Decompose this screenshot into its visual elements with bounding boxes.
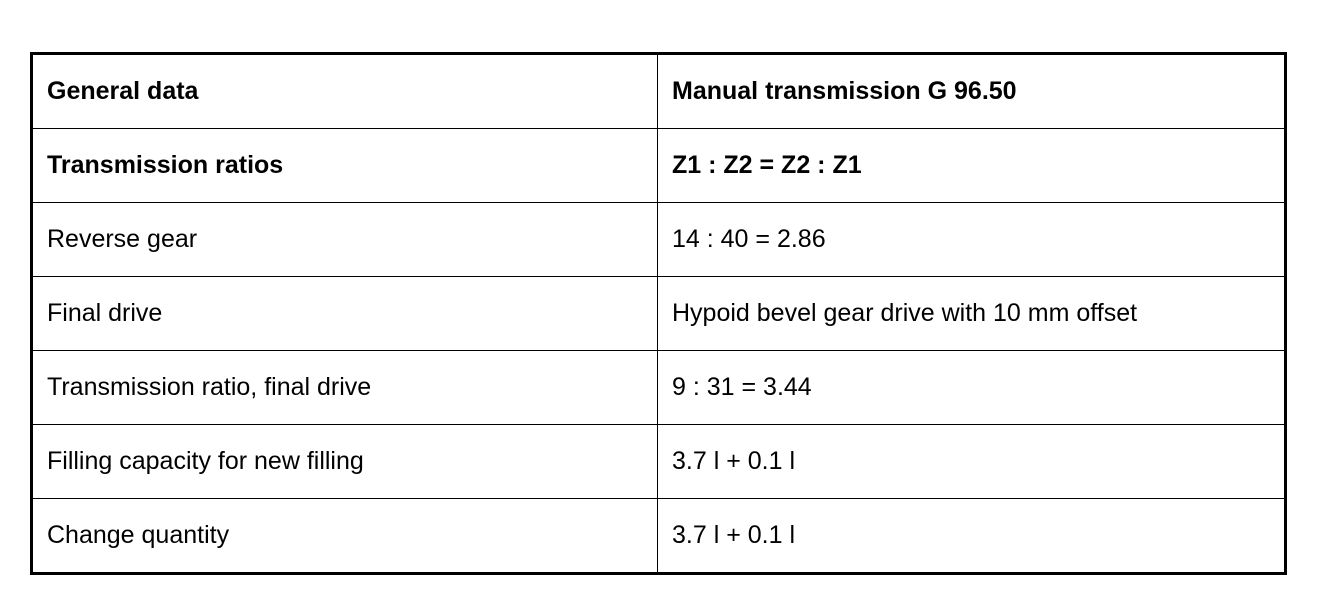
row-label: Reverse gear [32, 203, 658, 277]
transmission-spec-table [30, 52, 1287, 575]
row-value: 3.7 l + 0.1 l [658, 499, 1286, 574]
table-row-change-quantity [32, 499, 1286, 574]
row-value: 14 : 40 = 2.86 [658, 203, 1286, 277]
row-label: General data [32, 54, 658, 129]
row-label: Transmission ratios [32, 129, 658, 203]
table-row-filling-capacity [32, 425, 1286, 499]
row-label: Final drive [32, 277, 658, 351]
row-label: Change quantity [32, 499, 658, 574]
row-value: Hypoid bevel gear drive with 10 mm offset [658, 277, 1286, 351]
row-value: 9 : 31 = 3.44 [658, 351, 1286, 425]
row-label: Filling capacity for new filling [32, 425, 658, 499]
row-value: Z1 : Z2 = Z2 : Z1 [658, 129, 1286, 203]
row-value: 3.7 l + 0.1 l [658, 425, 1286, 499]
row-value: Manual transmission G 96.50 [658, 54, 1286, 129]
row-label: Transmission ratio, final drive [32, 351, 658, 425]
table-row-reverse-gear [32, 203, 1286, 277]
table-row-final-drive [32, 277, 1286, 351]
table-row-transmission-ratios [32, 129, 1286, 203]
table-row-final-drive-ratio [32, 351, 1286, 425]
table-row-general-data [32, 54, 1286, 129]
